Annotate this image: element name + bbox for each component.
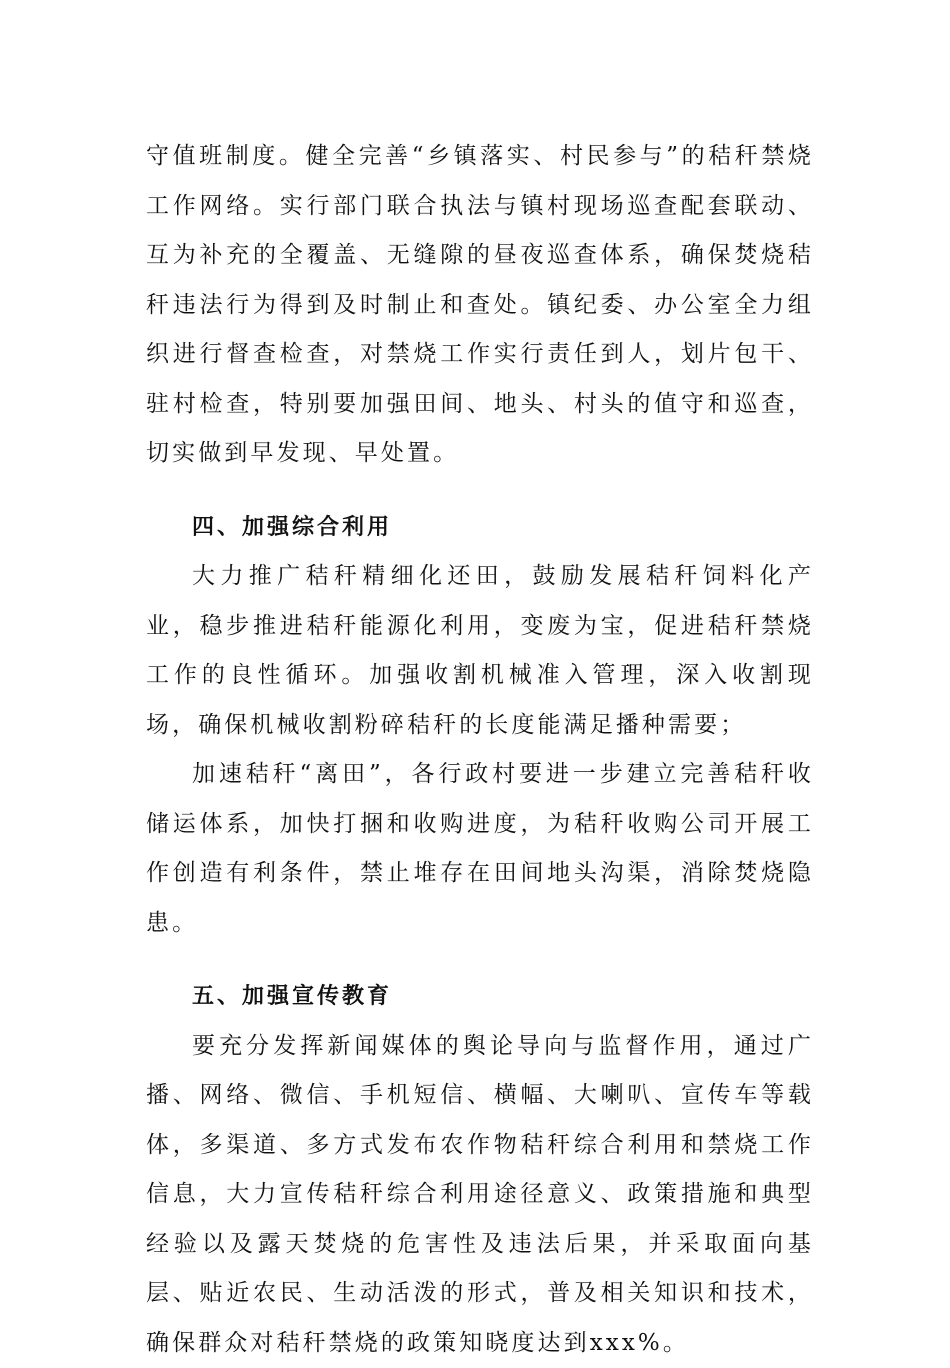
- section-heading-publicity-education: 五、加强宣传教育: [146, 972, 814, 1022]
- paragraph-duty-system: 守值班制度。健全完善“乡镇落实、村民参与”的秸秆禁烧工作网络。实行部门联合执法与镇村现场巡查配套联动、互为补充的全覆盖、无缝隙的昼夜巡查体系，确保焚烧秸秆违法行为得到及时制止和查处。镇纪委、办公室全力组织进行督查检查，对禁烧工作实行责任到人，划片包干、驻村检查，特别要加强田间、地头、村头的值守和巡查，切实做到早发现、早处置。: [146, 132, 814, 479]
- paragraph-straw-utilization: 大力推广秸秆精细化还田，鼓励发展秸秆饲料化产业，稳步推进秸秆能源化利用，变废为宝，促进秸秆禁烧工作的良性循环。加强收割机械准入管理，深入收割现场，确保机械收割粉碎秸秆的长度能满足播种需要；: [146, 552, 814, 750]
- section-spacer: [146, 948, 814, 972]
- section-spacer: [146, 479, 814, 503]
- paragraph-straw-removal: 加速秸秆“离田”，各行政村要进一步建立完善秸秆收储运体系，加快打捆和收购进度，为秸秆收购公司开展工作创造有利条件，禁止堆存在田间地头沟渠，消除焚烧隐患。: [146, 750, 814, 948]
- paragraph-publicity: 要充分发挥新闻媒体的舆论导向与监督作用，通过广播、网络、微信、手机短信、横幅、大喇叭、宣传车等载体，多渠道、多方式发布农作物秸秆综合利用和禁烧工作信息，大力宣传秸秆综合利用途径意义、政策措施和典型经验以及露天焚烧的危害性及违法后果，并采取面向基层、贴近农民、生动活泼的形式，普及相关知识和技术，确保群众对秸秆禁烧的政策知晓度达到xxx%。: [146, 1022, 814, 1368]
- section-heading-comprehensive-utilization: 四、加强综合利用: [146, 503, 814, 553]
- document-body: [146, 132, 814, 1368]
